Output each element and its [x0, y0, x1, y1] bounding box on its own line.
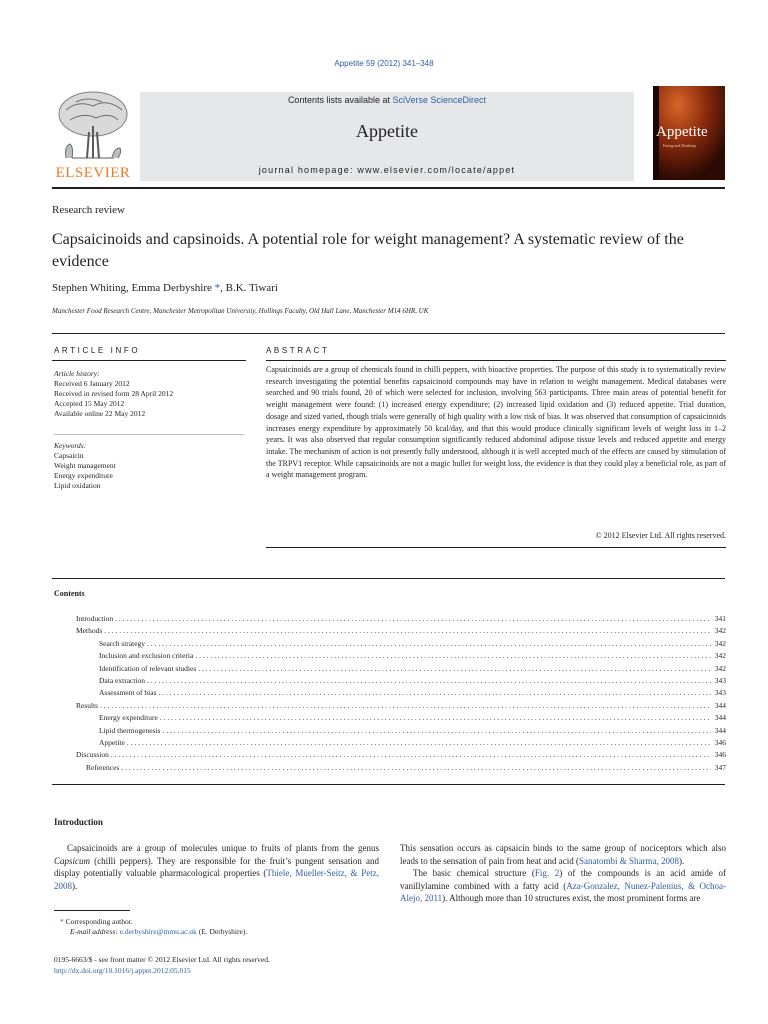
- email-label: E-mail address:: [70, 927, 120, 937]
- article-history: [54, 369, 244, 419]
- keyword-item: Energy expenditure: [54, 471, 113, 480]
- intro-left-column: [54, 842, 379, 892]
- toc-label: Identification of relevant studies: [99, 663, 197, 673]
- intro-text: ).: [678, 855, 685, 866]
- keyword-item: Lipid oxidation: [54, 481, 101, 490]
- toc-leader: [121, 763, 710, 773]
- toc-leader: [159, 688, 711, 698]
- toc-page-number: 346: [714, 750, 726, 760]
- toc-entry[interactable]: [54, 626, 726, 638]
- article-keywords: [54, 441, 244, 491]
- toc-leader: [127, 738, 711, 748]
- toc-leader: [198, 664, 710, 674]
- corresponding-author-footnote: [54, 917, 374, 938]
- footnote-email-line: [54, 927, 374, 937]
- toc-label: Inclusion and exclusion criteria: [99, 651, 194, 661]
- toc-page-number: 347: [714, 762, 726, 772]
- abstract-heading: ABSTRACT: [266, 346, 330, 355]
- toc-leader: [115, 614, 711, 624]
- contents-prefix: Contents lists available at: [287, 95, 393, 105]
- keywords-label: Keywords:: [54, 441, 87, 450]
- article-info-heading: ARTICLE INFO: [54, 346, 141, 355]
- abstract-copyright: © 2012 Elsevier Ltd. All rights reserved.: [595, 531, 726, 540]
- authors-main: Stephen Whiting, Emma Derbyshire: [52, 282, 212, 294]
- toc-leader: [195, 651, 710, 661]
- toc-leader: [111, 750, 711, 760]
- footnote-rule: [54, 910, 130, 911]
- citation-link[interactable]: Thiele, Mueller-Seitz, & Petz, 2008: [54, 868, 379, 891]
- citation-link[interactable]: Aza-Gonzalez, Nunez-Palenius, & Ochoa-Alejo, 2011: [400, 880, 727, 904]
- footnote-mark: *: [60, 917, 64, 926]
- toc-page-number: 342: [714, 651, 726, 661]
- toc-label: References: [86, 762, 120, 772]
- intro-right-column: [400, 842, 726, 905]
- toc-leader: [104, 626, 711, 636]
- info-top-rule: [52, 333, 725, 334]
- toc-page-number: 346: [714, 737, 726, 747]
- cover-subtitle: Eating and Drinking: [663, 143, 696, 148]
- history-item: Available online 22 May 2012: [54, 409, 146, 418]
- toc-label: Assessment of bias: [99, 688, 157, 698]
- toc-page-number: 342: [714, 663, 726, 673]
- toc-label: Energy expenditure: [99, 713, 158, 723]
- footnote-line: [54, 917, 374, 927]
- citation-link[interactable]: Sanatombi & Sharma, 2008: [578, 855, 679, 866]
- toc-entry[interactable]: [54, 763, 726, 775]
- intro-text: Capsaicinoids are a group of molecules unique to fruits of plants from the genus: [67, 843, 379, 853]
- intro-text: ). Although more than 10 structures exist, the most prominent forms are: [442, 893, 701, 904]
- contents-title: Contents: [54, 589, 85, 598]
- intro-paragraph: [400, 867, 726, 905]
- toc-label: Appetite: [99, 737, 125, 747]
- issn-block: [54, 954, 374, 976]
- toc-label: Results: [76, 700, 99, 710]
- toc-entry[interactable]: [54, 713, 726, 725]
- article-title: Capsaicinoids and capsinoids. A potential role for weight management? A systematic review of the evidence: [52, 231, 684, 270]
- toc-page-number: 342: [714, 626, 726, 636]
- intro-text: This sensation occurs as capsaicin binds to the same group of nociceptors which also leads to the sensation of pain from heat and acid (: [400, 843, 726, 866]
- toc-page-number: 343: [714, 675, 726, 685]
- contents-top-rule: [52, 578, 725, 579]
- intro-text: ) of the compounds is an acid amide of vanillylamine combined with a fatty acid (: [400, 868, 726, 891]
- issn-line: 0195-6663/$ - see front matter © 2012 Elsevier Ltd. All rights reserved.: [54, 955, 270, 964]
- toc-leader: [162, 726, 710, 736]
- email-link[interactable]: e.derbyshire@mmu.ac.uk: [119, 927, 197, 937]
- figure-link[interactable]: Fig. 2: [534, 868, 560, 879]
- cover-title: Appetite: [656, 124, 708, 140]
- toc-page-number: 344: [714, 725, 726, 735]
- journal-homepage[interactable]: journal homepage: www.elsevier.com/locate/appet: [258, 165, 516, 175]
- history-item: Received in revised form 28 April 2012: [54, 389, 174, 398]
- journal-cover-image: [653, 86, 725, 180]
- toc-page-number: 344: [714, 713, 726, 723]
- doi-link[interactable]: http://dx.doi.org/10.1016/j.appet.2012.05.015: [54, 966, 191, 975]
- toc-entry[interactable]: [54, 701, 726, 713]
- journal-title: Appetite: [356, 121, 418, 141]
- toc-page-number: 343: [714, 688, 726, 698]
- elsevier-wordmark: ELSEVIER: [55, 165, 131, 181]
- keywords-divider: [54, 434, 244, 435]
- toc-label: Methods: [76, 626, 103, 636]
- footnote-text: Corresponding author.: [63, 917, 133, 926]
- toc-leader: [147, 639, 711, 649]
- journal-citation[interactable]: Appetite 59 (2012) 341–348: [334, 59, 434, 68]
- keyword-item: Weight management: [54, 461, 116, 470]
- article-section-type: Research review: [52, 204, 125, 216]
- footnote-text: (E. Derbyshire).: [196, 927, 248, 937]
- authors-tail: , B.K. Tiwari: [220, 282, 278, 294]
- abstract-rule: [266, 360, 726, 361]
- contents-available-line: [140, 95, 634, 105]
- header-rule: [52, 187, 725, 189]
- intro-text: The basic chemical structure (: [413, 868, 535, 879]
- tree-logo-icon: [52, 86, 134, 164]
- toc-label: Introduction: [76, 614, 114, 623]
- keyword-item: Capsaicin: [54, 451, 84, 460]
- intro-paragraph: [400, 842, 726, 867]
- intro-text: ).: [72, 880, 78, 891]
- toc-label: Discussion: [76, 750, 109, 760]
- sciencedirect-link[interactable]: SciVerse ScienceDirect: [392, 95, 487, 105]
- intro-text: (chilli peppers). They are responsible for the fruit’s pungent sensation and display potentially valuable pharmacological properties (: [54, 855, 379, 879]
- abstract-bottom-rule: [266, 547, 726, 548]
- article-info-rule: [52, 360, 246, 361]
- toc-label: Data extraction: [99, 675, 146, 685]
- toc-page-number: 344: [714, 700, 726, 710]
- toc-entry[interactable]: [54, 688, 726, 700]
- history-item: Accepted 15 May 2012: [54, 399, 125, 408]
- toc-entry[interactable]: [54, 726, 726, 738]
- toc-entry[interactable]: [54, 614, 726, 626]
- introduction-heading: Introduction: [54, 817, 103, 827]
- toc-leader: [160, 713, 711, 723]
- corresponding-author-mark[interactable]: *: [211, 282, 221, 294]
- toc-entry[interactable]: [54, 639, 726, 651]
- toc-entry[interactable]: [54, 750, 726, 762]
- toc-entry[interactable]: [54, 664, 726, 676]
- author-affiliation: Manchester Food Research Centre, Manchester Metropolitan University, Hollings Faculty, Old Hall Lane, Manchester M14 6HR, UK: [52, 307, 429, 315]
- article-authors: [52, 282, 278, 294]
- toc-leader: [100, 701, 711, 711]
- abstract-text: Capsaicinoids are a group of chemicals found in chilli peppers, with bioactive properties. The purpose of this study is to systematically review research investigating the potential benefits capsaicinoid compounds may have in relation to weight management. Medical databases were searched and 90 trials found, 20 of which were selected for inclusion, involving 563 participants. Three main areas of potential benefit for weight management were found: (1) increased energy expenditure; (2) increased lipid oxidation and (3) reduced appetite. Trial duration, dosage and sized varied, though trials were generally of high quality with a low risk of bias. It was observed that consumption of capsaicinoids increases energy expenditure by approximately 50 kcal/day, and that this would produce clinically significant levels of weight loss in 1–2 years. It was also observed that regular consumption significantly reduced abdominal adipose tissue levels and reduced appetite and energy intake. The mechanism of action is not presently fully understood, although it is well accepted much of the effects are caused by stimulation of the TRPV1 receptor. While capsaicinoids are not a magic bullet for weight loss, the evidence is that they could play a beneficial role, as part of a weight management program.: [266, 365, 726, 480]
- genus-name: Capsicum: [54, 855, 90, 866]
- toc-page-number: 342: [714, 638, 726, 648]
- toc-leader: [147, 676, 711, 686]
- elsevier-logo: [52, 86, 134, 182]
- contents-bottom-rule: [52, 784, 725, 785]
- history-item: Received 6 January 2012: [54, 379, 130, 388]
- toc-entry[interactable]: [54, 676, 726, 688]
- toc-entry[interactable]: [54, 738, 726, 750]
- table-of-contents: [54, 614, 726, 775]
- toc-entry[interactable]: [54, 651, 726, 663]
- toc-label: Lipid thermogenesis: [99, 725, 161, 735]
- history-label: Article history:: [54, 369, 100, 378]
- toc-page-number: 341: [714, 614, 726, 623]
- toc-label: Search strategy: [99, 638, 146, 648]
